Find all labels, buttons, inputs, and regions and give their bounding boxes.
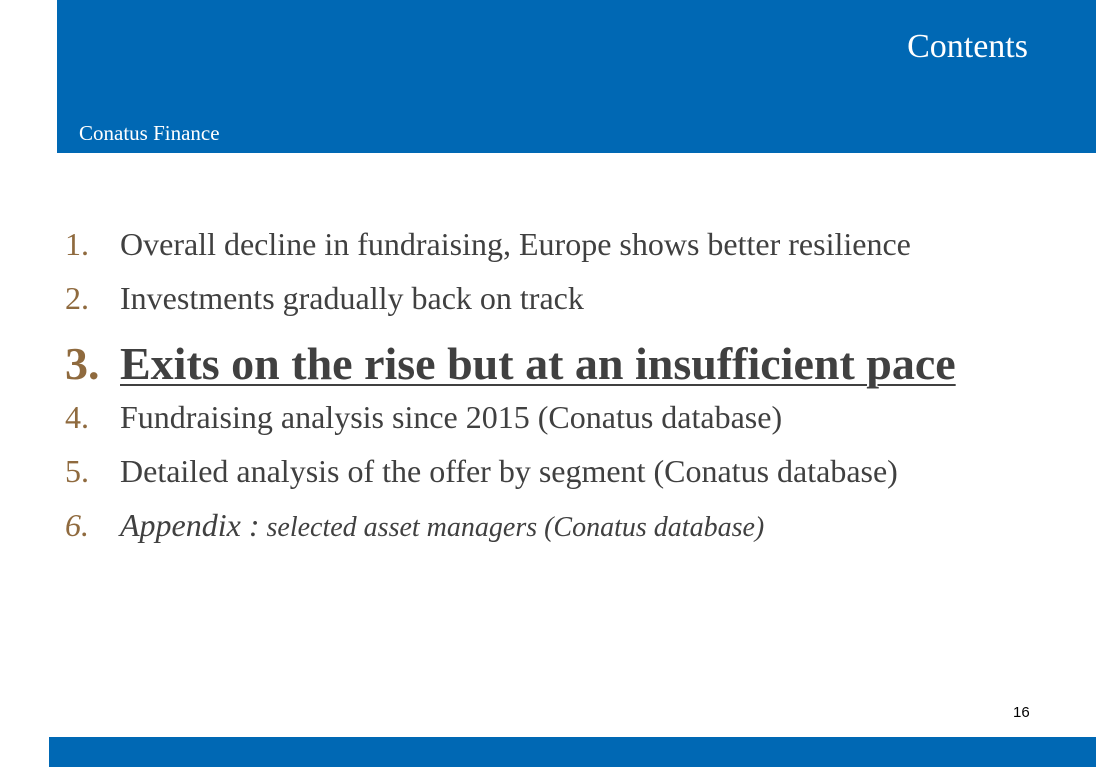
toc-item-1 (65, 225, 1025, 263)
toc-item-number: 6. (65, 507, 89, 543)
page-number: 16 (1013, 704, 1030, 721)
toc-item-number: 2. (65, 280, 89, 316)
table-of-contents (65, 225, 1025, 563)
toc-item-3-current (65, 332, 1025, 396)
brand-name: Conatus Finance (79, 121, 220, 145)
footer-bar (49, 737, 1096, 767)
toc-item-text: Fundraising analysis since 2015 (Conatus database) (120, 399, 783, 435)
toc-item-text-sub: selected asset managers (Conatus database) (259, 512, 765, 543)
toc-item-text: Detailed analysis of the offer by segment (Conatus database) (120, 453, 898, 489)
toc-item-number: 5. (65, 453, 89, 489)
header-bar (57, 0, 1096, 153)
toc-item-number: 1. (65, 226, 89, 262)
toc-item-number: 4. (65, 399, 89, 435)
toc-item-text: Exits on the rise but at an insufficient pace (120, 338, 956, 389)
toc-item-text-main: Appendix : (120, 507, 260, 543)
page-title: Contents (907, 28, 1028, 65)
toc-item-5 (65, 452, 1025, 490)
toc-item-6 (65, 506, 1025, 547)
toc-item-text (120, 506, 1025, 547)
toc-item-text: Overall decline in fundraising, Europe shows better resilience (120, 226, 911, 262)
toc-item-text: Investments gradually back on track (120, 280, 584, 316)
toc-item-2 (65, 279, 1025, 317)
toc-item-number: 3. (65, 338, 100, 389)
toc-item-4 (65, 398, 1025, 436)
